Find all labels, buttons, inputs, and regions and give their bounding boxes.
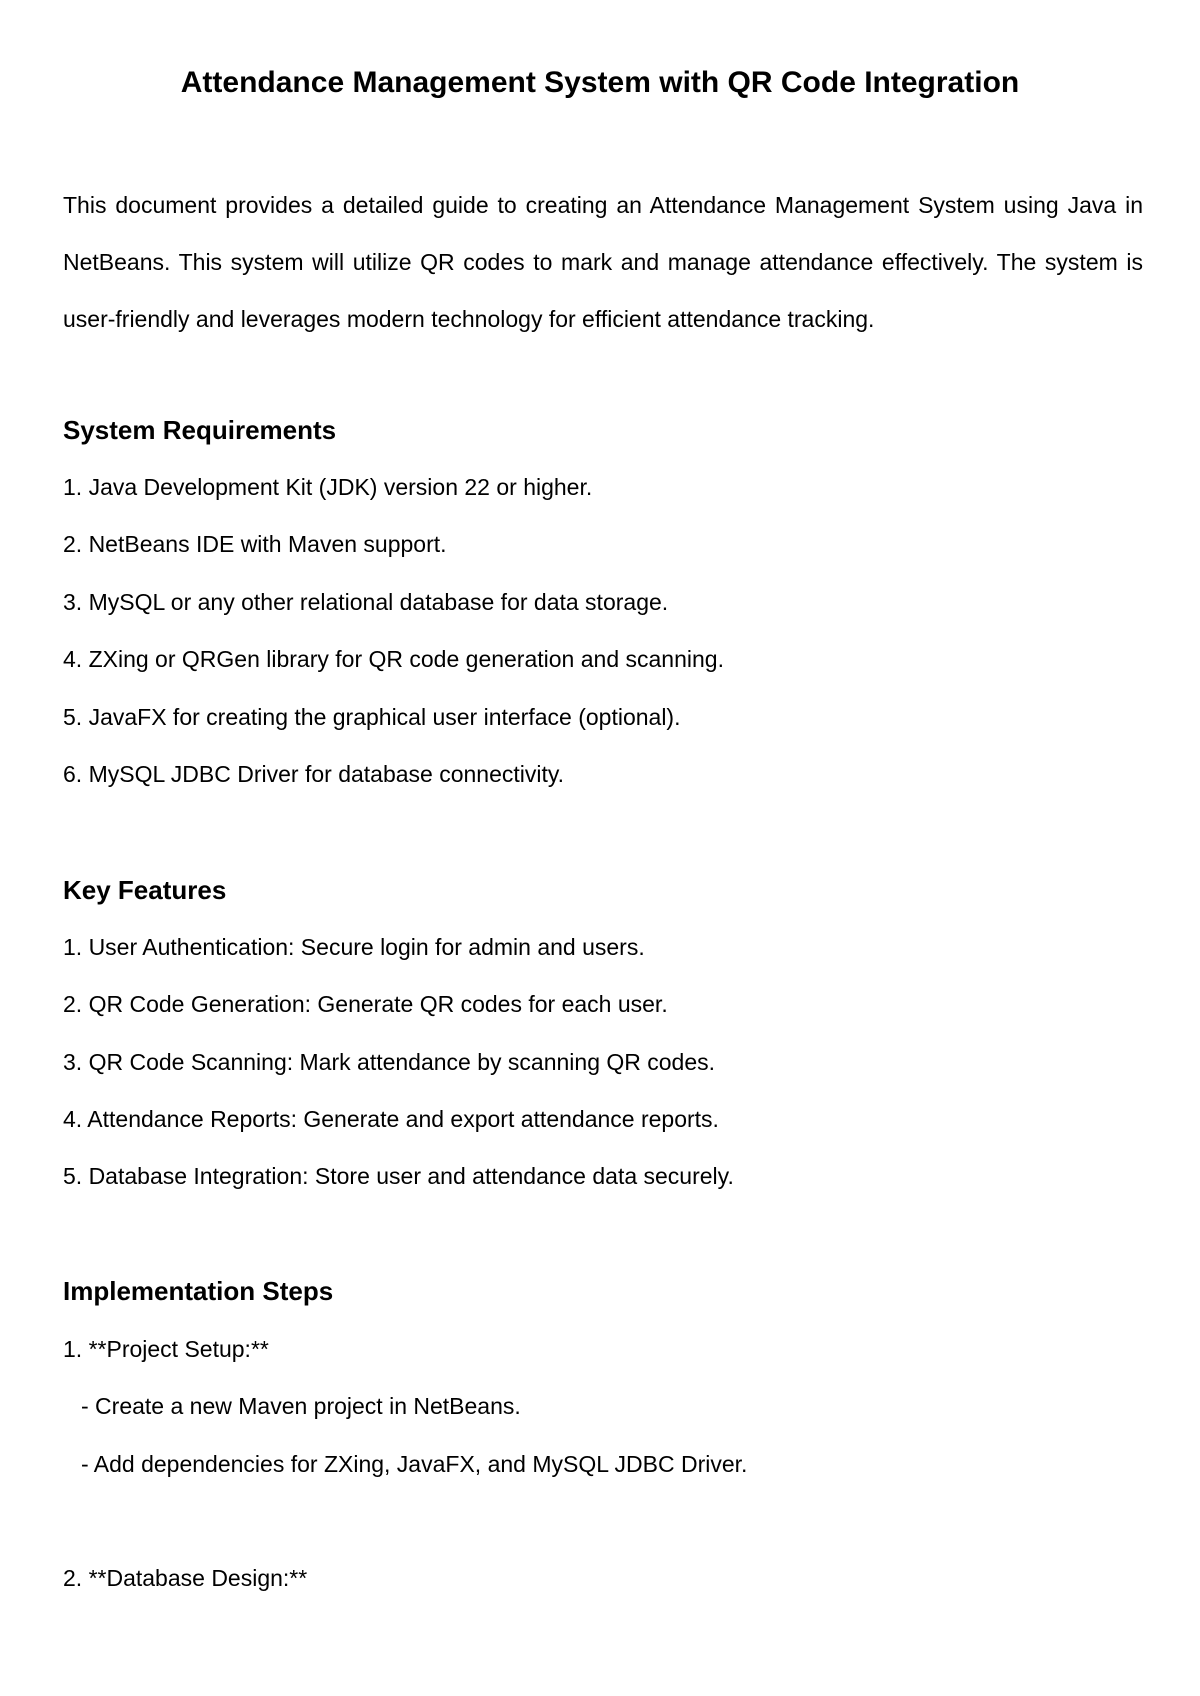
implementation-step-label: 1. **Project Setup:** bbox=[63, 1336, 269, 1362]
implementation-steps-heading: Implementation Steps bbox=[63, 1276, 334, 1306]
feature-item: 1. User Authentication: Secure login for admin and users. bbox=[63, 934, 645, 960]
implementation-step-label: 2. **Database Design:** bbox=[63, 1565, 308, 1591]
implementation-subitem: - Add dependencies for ZXing, JavaFX, and MySQL JDBC Driver. bbox=[81, 1451, 748, 1477]
feature-item: 2. QR Code Generation: Generate QR codes for each user. bbox=[63, 991, 668, 1017]
requirement-item: 4. ZXing or QRGen library for QR code generation and scanning. bbox=[63, 646, 724, 672]
requirement-item: 5. JavaFX for creating the graphical user interface (optional). bbox=[63, 704, 681, 730]
system-requirements-heading: System Requirements bbox=[63, 415, 337, 445]
feature-item: 3. QR Code Scanning: Mark attendance by scanning QR codes. bbox=[63, 1049, 716, 1075]
requirement-item: 6. MySQL JDBC Driver for database connectivity. bbox=[63, 761, 565, 787]
key-features-heading: Key Features bbox=[63, 875, 227, 905]
implementation-subitem: - Create a new Maven project in NetBeans. bbox=[81, 1393, 521, 1419]
document-title: Attendance Management System with QR Code Integration bbox=[180, 66, 1020, 99]
feature-item: 5. Database Integration: Store user and attendance data securely. bbox=[63, 1163, 734, 1189]
requirement-item: 2. NetBeans IDE with Maven support. bbox=[63, 531, 447, 557]
feature-item: 4. Attendance Reports: Generate and export attendance reports. bbox=[63, 1106, 719, 1132]
intro-paragraph: This document provides a detailed guide to creating an Attendance Management System using Java in NetBeans. This system will utilize QR codes to mark and manage attendance effectively. The system is user-friendly and leverages modern technology for efficient attendance tracking. bbox=[63, 192, 1143, 332]
requirement-item: 1. Java Development Kit (JDK) version 22 or higher. bbox=[63, 474, 593, 500]
requirement-item: 3. MySQL or any other relational database for data storage. bbox=[63, 589, 669, 615]
